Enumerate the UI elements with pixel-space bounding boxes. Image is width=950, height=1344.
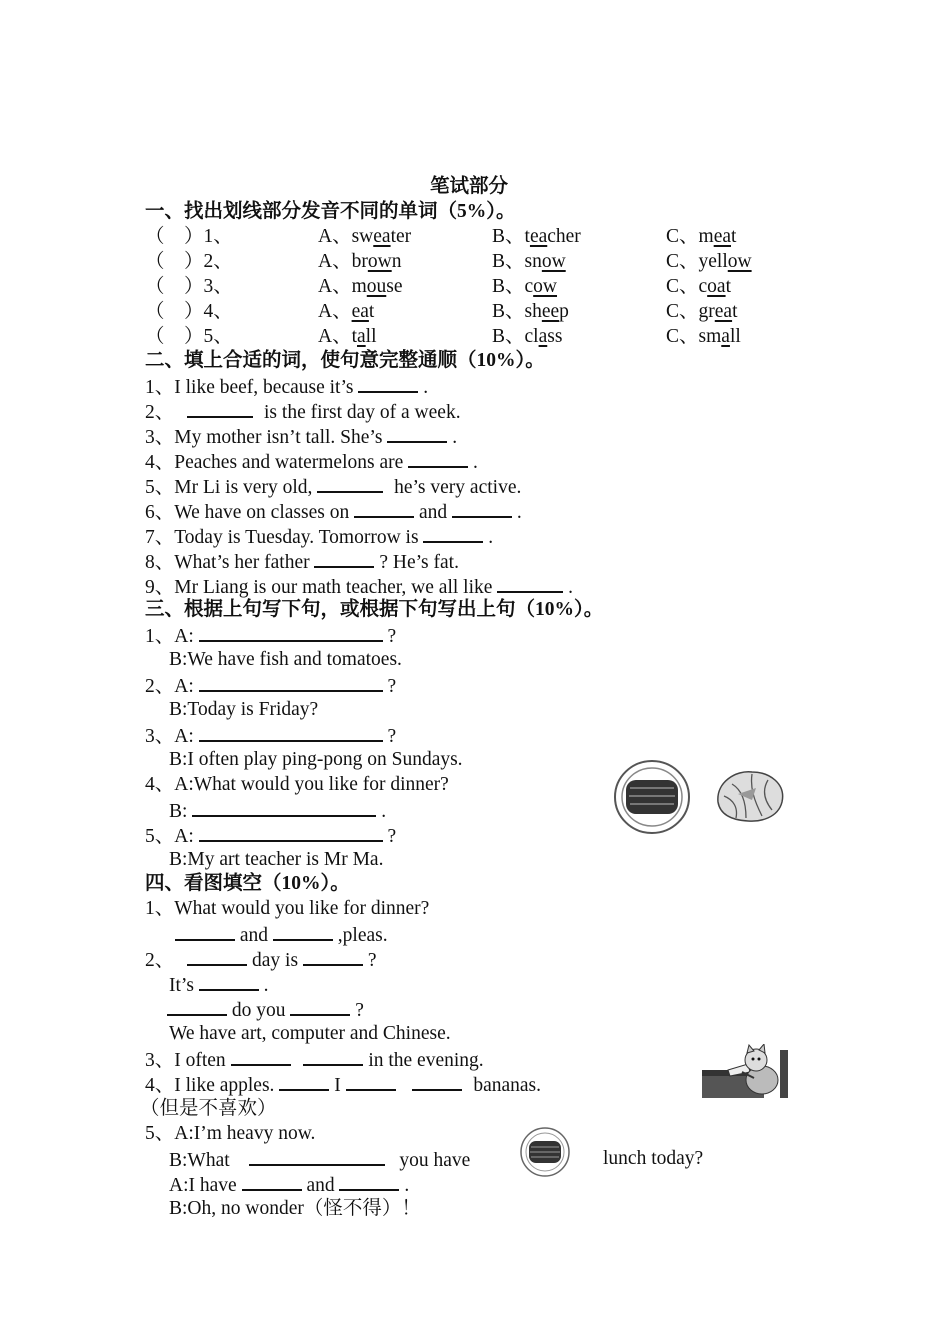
underlined-letters: ea bbox=[529, 226, 548, 247]
answer-blank[interactable] bbox=[290, 996, 350, 1016]
option-a bbox=[318, 274, 403, 299]
option-text: t bbox=[732, 301, 738, 322]
question-text: and bbox=[306, 1175, 335, 1196]
answer-blank[interactable] bbox=[199, 971, 259, 991]
question-text: . bbox=[263, 975, 269, 996]
option-text: A、 bbox=[318, 276, 352, 297]
answer-blank[interactable] bbox=[346, 1071, 396, 1091]
answer-blank[interactable] bbox=[249, 1146, 385, 1166]
question-text: 5、Mr Li is very old, bbox=[145, 477, 313, 498]
underlined-letters: ea bbox=[713, 226, 731, 247]
question-text: 3、A: bbox=[145, 726, 194, 747]
question-text: A:I have bbox=[169, 1175, 237, 1196]
answer-blank[interactable] bbox=[273, 921, 333, 941]
question bbox=[145, 523, 493, 550]
question-text: ? bbox=[367, 950, 377, 971]
answer-blank[interactable] bbox=[231, 1046, 291, 1066]
question bbox=[145, 398, 461, 425]
answer-blank[interactable] bbox=[387, 423, 447, 443]
underlined-letters: ea bbox=[351, 301, 369, 322]
option-text: cher bbox=[547, 226, 581, 247]
section2-heading: 二、填上合适的词，使句意完整通顺（10%）。 bbox=[145, 350, 545, 371]
question bbox=[145, 548, 459, 575]
question-text: ? bbox=[387, 676, 397, 697]
answer-blank[interactable] bbox=[314, 548, 374, 568]
underlined-letters: ou bbox=[366, 276, 387, 297]
answer-blank[interactable] bbox=[199, 822, 383, 842]
option-text: B、 bbox=[492, 276, 525, 297]
food-plate-image bbox=[612, 758, 692, 836]
option-text: C、 bbox=[666, 301, 699, 322]
option-text: C、 bbox=[666, 226, 699, 247]
option-text: A、 bbox=[318, 251, 352, 272]
question-text: . bbox=[516, 502, 522, 523]
question-text: . bbox=[473, 452, 478, 473]
question bbox=[145, 1071, 541, 1098]
question-text: B:What bbox=[169, 1150, 230, 1171]
option-text: sh bbox=[524, 301, 542, 322]
option-text: t bbox=[368, 301, 375, 322]
question-text: 3、I often bbox=[145, 1050, 226, 1071]
question-text: 7、Today is Tuesday. Tomorrow is bbox=[145, 527, 419, 548]
option-text: cl bbox=[524, 326, 539, 347]
question bbox=[175, 921, 388, 948]
question bbox=[145, 473, 521, 500]
question-text: in the evening. bbox=[368, 1050, 484, 1071]
question-number[interactable]: （ ）1、 bbox=[145, 226, 233, 247]
question-text: and bbox=[239, 925, 269, 946]
question-text: . bbox=[452, 427, 458, 448]
question bbox=[145, 1046, 484, 1073]
question-text: 4、I like apples. bbox=[145, 1075, 275, 1096]
option-c bbox=[666, 299, 738, 324]
question bbox=[145, 672, 396, 699]
underlined-letters: oa bbox=[707, 276, 726, 297]
answer-blank[interactable] bbox=[497, 573, 563, 593]
question-number[interactable]: （ ）3、 bbox=[145, 276, 233, 297]
option-b bbox=[492, 274, 557, 299]
cat-studying-image bbox=[702, 1044, 792, 1100]
answer-blank[interactable] bbox=[279, 1071, 329, 1091]
option-text: m bbox=[351, 276, 367, 297]
option-text: sm bbox=[698, 326, 722, 347]
option-c bbox=[666, 324, 741, 349]
option-a bbox=[318, 324, 377, 349]
question-number[interactable]: （ ）2、 bbox=[145, 251, 233, 272]
answer-blank[interactable] bbox=[339, 1171, 399, 1191]
answer-blank[interactable] bbox=[303, 946, 363, 966]
question-text: 3、My mother isn’t tall. She’s bbox=[145, 427, 383, 448]
question-text: and bbox=[418, 502, 448, 523]
option-b bbox=[492, 224, 581, 249]
answer-blank[interactable] bbox=[452, 498, 512, 518]
answer-blank[interactable] bbox=[423, 523, 483, 543]
question: 4、A:What would you like for dinner? bbox=[145, 774, 449, 795]
question-text: 6、We have on classes on bbox=[145, 502, 350, 523]
option-text: C、 bbox=[666, 326, 699, 347]
question-text: is the first day of a week. bbox=[264, 402, 461, 423]
option-c bbox=[666, 274, 731, 299]
question-text: do you bbox=[231, 1000, 286, 1021]
question: 5、A:I’m heavy now. bbox=[145, 1123, 316, 1144]
option-text: n bbox=[391, 251, 402, 272]
option-text: B、 bbox=[492, 251, 525, 272]
question-number[interactable]: （ ）5、 bbox=[145, 326, 233, 347]
answer-blank[interactable] bbox=[199, 622, 383, 642]
answer-line: B:We have fish and tomatoes. bbox=[169, 649, 402, 670]
option-a bbox=[318, 224, 411, 249]
question: 1、What would you like for dinner? bbox=[145, 898, 430, 919]
question-text: I bbox=[334, 1075, 341, 1096]
answer-blank[interactable] bbox=[358, 373, 418, 393]
question-text: lunch today? bbox=[603, 1148, 704, 1169]
option-c bbox=[666, 224, 736, 249]
question-text: ? bbox=[387, 726, 397, 747]
option-text: c bbox=[698, 276, 708, 297]
question-text: 1、I like beef, because it’s bbox=[145, 377, 354, 398]
option-text: ll bbox=[729, 326, 741, 347]
answer-blank[interactable] bbox=[167, 996, 227, 1016]
answer-blank[interactable] bbox=[199, 722, 383, 742]
answer-line: B:Oh, no wonder（怪不得）！ bbox=[169, 1198, 421, 1219]
question bbox=[145, 622, 396, 649]
answer-blank[interactable] bbox=[242, 1171, 302, 1191]
option-text: ter bbox=[390, 226, 412, 247]
answer-line: B:I often play ping-pong on Sundays. bbox=[169, 749, 463, 770]
answer-blank[interactable] bbox=[187, 398, 253, 418]
question-text: . bbox=[568, 577, 574, 598]
question bbox=[145, 423, 457, 450]
answer-blank[interactable] bbox=[354, 498, 414, 518]
answer-line: B:Today is Friday? bbox=[169, 699, 319, 720]
option-text: sw bbox=[351, 226, 374, 247]
question-text: 2、 bbox=[145, 950, 175, 971]
option-text: m bbox=[698, 226, 714, 247]
underlined-letters: a bbox=[538, 326, 548, 347]
option-text: t bbox=[524, 226, 530, 247]
option-text: ss bbox=[547, 326, 563, 347]
question-text: he’s very active. bbox=[394, 477, 522, 498]
option-text: C、 bbox=[666, 276, 699, 297]
question-text: 5、A: bbox=[145, 826, 194, 847]
question bbox=[145, 722, 396, 749]
underlined-letters: ow bbox=[367, 251, 392, 272]
answer-blank[interactable] bbox=[192, 797, 376, 817]
question-text: day is bbox=[252, 950, 299, 971]
food-plate-image bbox=[519, 1126, 571, 1178]
cabbage-image bbox=[712, 766, 788, 824]
answer-blank[interactable] bbox=[187, 946, 247, 966]
question-text: ,pleas. bbox=[337, 925, 388, 946]
question-text: . bbox=[488, 527, 494, 548]
option-text: c bbox=[524, 276, 534, 297]
question-text: you have bbox=[399, 1150, 471, 1171]
question bbox=[169, 797, 386, 824]
underlined-letters: ow bbox=[533, 276, 558, 297]
question-text: ? He’s fat. bbox=[379, 552, 459, 573]
option-text: A、 bbox=[318, 326, 352, 347]
question bbox=[169, 1171, 409, 1198]
option-text: yell bbox=[698, 251, 728, 272]
option-b bbox=[492, 324, 562, 349]
question-text: ? bbox=[387, 626, 397, 647]
question bbox=[167, 996, 364, 1023]
answer-blank[interactable] bbox=[175, 921, 235, 941]
underlined-letters: ee bbox=[541, 301, 560, 322]
answer-blank[interactable] bbox=[408, 448, 468, 468]
answer-line: We have art, computer and Chinese. bbox=[169, 1023, 451, 1044]
question bbox=[169, 971, 269, 998]
underlined-letters: ea bbox=[373, 226, 391, 247]
option-text: A、 bbox=[318, 301, 352, 322]
option-b bbox=[492, 249, 566, 274]
question-number[interactable]: （ ）4、 bbox=[145, 301, 233, 322]
question-text: 2、A: bbox=[145, 676, 194, 697]
option-a bbox=[318, 249, 401, 274]
question-text: . bbox=[381, 801, 387, 822]
option-c bbox=[666, 249, 752, 274]
question-text: 1、A: bbox=[145, 626, 194, 647]
option-text: t bbox=[731, 226, 737, 247]
answer-blank[interactable] bbox=[199, 672, 383, 692]
option-text: sn bbox=[524, 251, 542, 272]
option-text: ll bbox=[365, 326, 377, 347]
option-text: B、 bbox=[492, 301, 525, 322]
question-text: 4、Peaches and watermelons are bbox=[145, 452, 404, 473]
option-text: B、 bbox=[492, 326, 525, 347]
section1-heading: 一、找出划线部分发音不同的单词（5%）。 bbox=[145, 201, 516, 222]
option-text: t bbox=[351, 326, 358, 347]
answer-line: B:My art teacher is Mr Ma. bbox=[169, 849, 384, 870]
question-text: B: bbox=[169, 801, 188, 822]
question-text: . bbox=[404, 1175, 410, 1196]
question bbox=[145, 946, 376, 973]
question-text: 2、 bbox=[145, 402, 175, 423]
option-a bbox=[318, 299, 374, 324]
underlined-letters: ow bbox=[541, 251, 566, 272]
page-title: 笔试部分 bbox=[430, 176, 509, 197]
option-text: p bbox=[559, 301, 569, 322]
option-text: gr bbox=[698, 301, 715, 322]
question bbox=[145, 573, 573, 600]
question bbox=[145, 448, 478, 475]
underlined-letters: a bbox=[357, 326, 366, 347]
section4-heading: 四、看图填空（10%）。 bbox=[145, 873, 350, 894]
question-text: ? bbox=[355, 1000, 364, 1021]
option-text: br bbox=[351, 251, 368, 272]
question-text: 9、Mr Liang is our math teacher, we all like bbox=[145, 577, 493, 598]
option-text: t bbox=[725, 276, 731, 297]
section3-heading: 三、根据上句写下句，或根据下句写出上句（10%）。 bbox=[145, 599, 604, 620]
option-text: C、 bbox=[666, 251, 699, 272]
note: （但是不喜欢） bbox=[140, 1098, 277, 1119]
underlined-letters: ow bbox=[727, 251, 752, 272]
option-text: se bbox=[386, 276, 403, 297]
underlined-letters: ea bbox=[714, 301, 733, 322]
question bbox=[145, 822, 396, 849]
question-text: bananas. bbox=[473, 1075, 541, 1096]
question bbox=[169, 1146, 470, 1173]
answer-blank[interactable] bbox=[412, 1071, 462, 1091]
question bbox=[145, 498, 522, 525]
question-text: 8、What’s her father bbox=[145, 552, 310, 573]
question-text: It’s bbox=[169, 975, 194, 996]
answer-blank[interactable] bbox=[317, 473, 383, 493]
option-text: A、 bbox=[318, 226, 352, 247]
underlined-letters: a bbox=[721, 326, 730, 347]
question-text: ? bbox=[387, 826, 397, 847]
answer-blank[interactable] bbox=[303, 1046, 363, 1066]
option-text: B、 bbox=[492, 226, 525, 247]
question bbox=[145, 373, 428, 400]
question-text: . bbox=[423, 377, 429, 398]
option-b bbox=[492, 299, 569, 324]
